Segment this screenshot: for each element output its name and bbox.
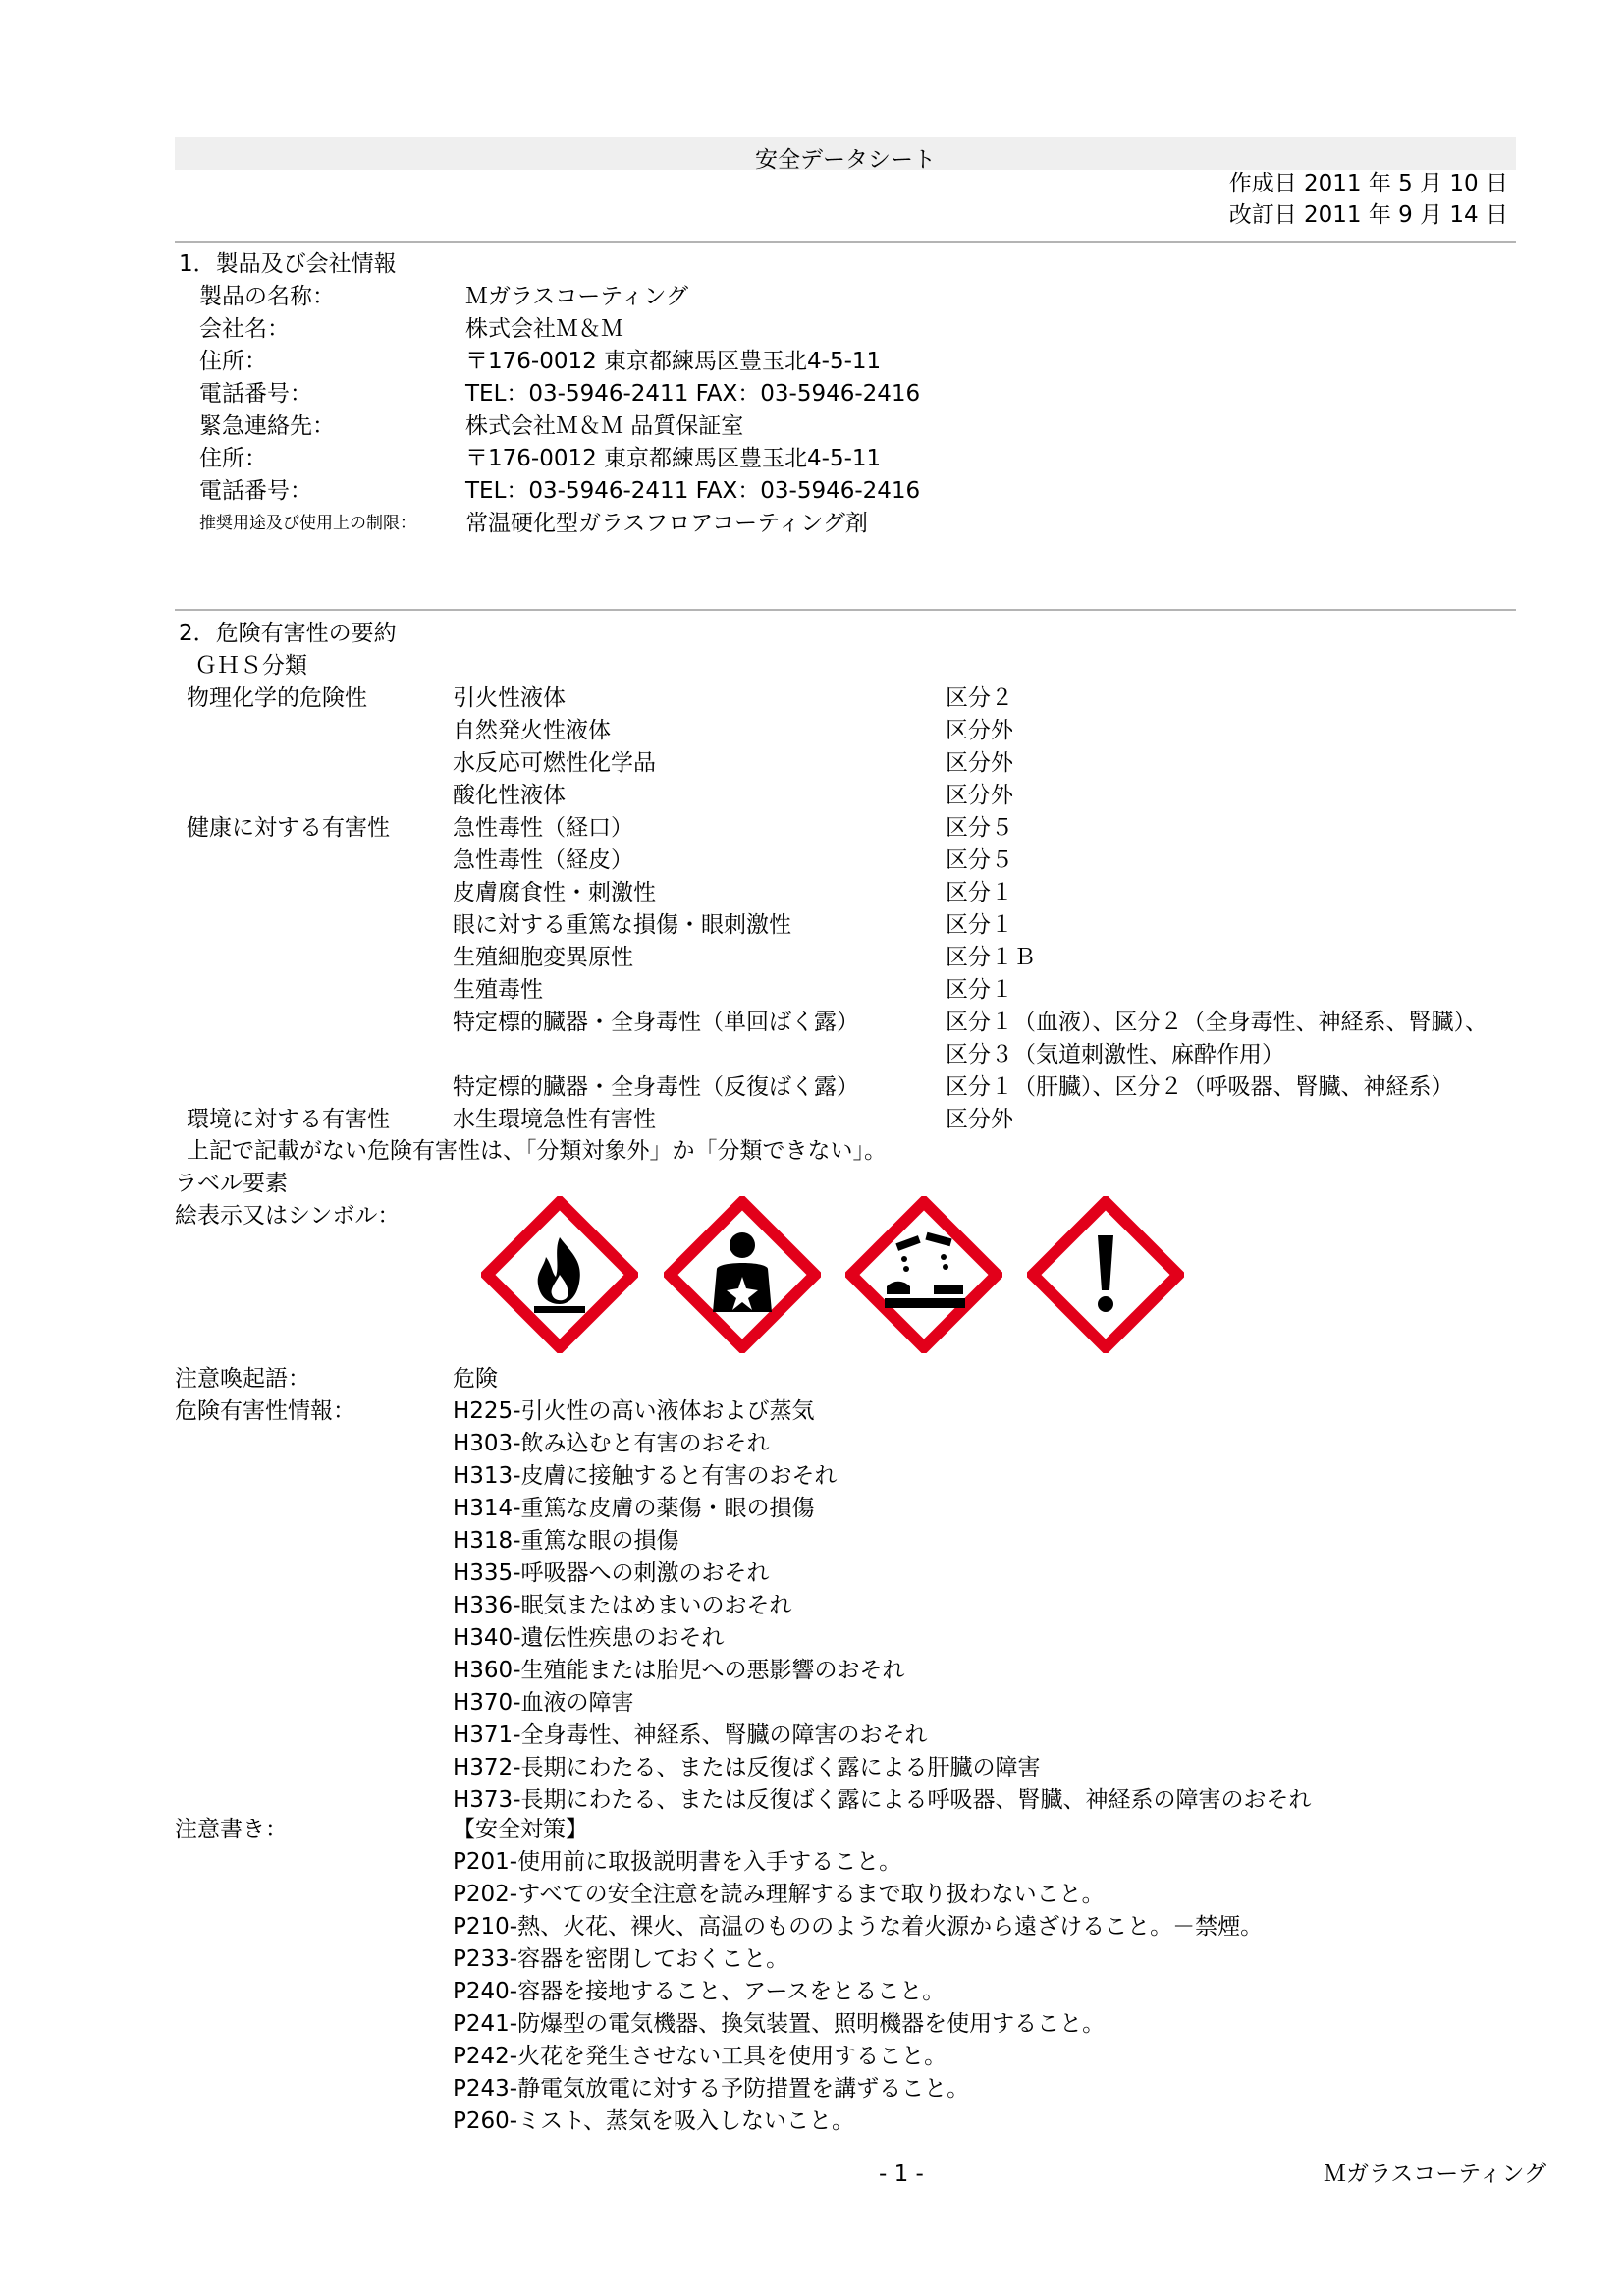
precautionary-statement: P201-使用前に取扱説明書を入手すること。 — [453, 1849, 902, 1875]
company-info-label: 電話番号： — [199, 381, 312, 407]
ghs-classification-heading: ＧＨＳ分類 — [194, 653, 307, 679]
hazard-statement: H336-眠気またはめまいのおそれ — [453, 1593, 792, 1618]
hazard-type: 水生環境急性有害性 — [453, 1107, 656, 1132]
company-info-value: TEL：03-5946-2411 FAX：03-5946-2416 — [465, 381, 921, 407]
company-info-value: Ｍガラスコーティング — [465, 284, 689, 309]
hazard-class: 区分１（肝臓）、区分２（呼吸器、腎臓、神経系） — [946, 1074, 1454, 1100]
hazard-class: 区分外 — [946, 718, 1013, 743]
hazard-type: 特定標的臓器・全身毒性（反復ばく露） — [453, 1074, 859, 1100]
company-info-label: 電話番号： — [199, 478, 312, 504]
footer-product-name: Ｍガラスコーティング — [1324, 2161, 1547, 2187]
company-info-value: 〒176-0012 東京都練馬区豊玉北4-5-11 — [465, 349, 882, 374]
exclamation-icon — [1027, 1196, 1184, 1353]
precautions-label: 注意書き： — [175, 1817, 288, 1842]
company-info-value: 株式会社Ｍ＆Ｍ — [465, 316, 623, 342]
company-info-label: 推奨用途及び使用上の制限： — [199, 514, 416, 533]
section2-heading: 2．危険有害性の要約 — [179, 621, 397, 646]
precautionary-statement: P202-すべての安全注意を読み理解するまで取り扱わないこと。 — [453, 1882, 1105, 1907]
pictogram-label: 絵表示又はシンボル： — [175, 1203, 401, 1229]
company-info-label: 緊急連絡先： — [199, 413, 335, 439]
hazard-type: 皮膚腐食性・刺激性 — [453, 880, 656, 905]
company-info-label: 住所： — [199, 349, 267, 374]
precautionary-statement: P210-熱、火花、裸火、高温のもののような着火源から遠ざけること。－禁煙。 — [453, 1914, 1264, 1940]
company-info-value: 株式会社Ｍ＆Ｍ 品質保証室 — [465, 413, 744, 439]
hazard-type: 急性毒性（経皮） — [453, 847, 633, 873]
corrosion-icon — [845, 1196, 1002, 1353]
company-info-label: 住所： — [199, 446, 267, 471]
precautionary-statement: P260-ミスト、蒸気を吸入しないこと。 — [453, 2108, 854, 2134]
precautionary-statement: P233-容器を密閉しておくこと。 — [453, 1946, 789, 1972]
health-hazard-icon — [664, 1196, 821, 1353]
hazard-statement: H373-長期にわたる、または反復ばく露による呼吸器、腎臓、神経系の障害のおそれ — [453, 1787, 1312, 1813]
hazard-statement: H314-重篤な皮膚の薬傷・眼の損傷 — [453, 1496, 815, 1521]
divider — [175, 241, 1516, 243]
section1-heading: 1．製品及び会社情報 — [179, 251, 397, 277]
hazard-statement: H335-呼吸器への刺激のおそれ — [453, 1560, 770, 1586]
hazard-statement: H225-引火性の高い液体および蒸気 — [453, 1398, 815, 1424]
precautionary-statement: P241-防爆型の電気機器、換気装置、照明機器を使用すること。 — [453, 2011, 1106, 2037]
company-info-value: 〒176-0012 東京都練馬区豊玉北4-5-11 — [465, 446, 882, 471]
hazard-type: 生殖毒性 — [453, 977, 543, 1003]
precautionary-statement: P240-容器を接地すること、アースをとること。 — [453, 1979, 946, 2004]
hazard-category: 物理化学的危険性 — [187, 685, 367, 711]
hazard-type: 引火性液体 — [453, 685, 566, 711]
hazard-statement: H370-血液の障害 — [453, 1690, 634, 1716]
page-number: - 1 - — [879, 2161, 924, 2187]
hazard-statement: H340-遺伝性疾患のおそれ — [453, 1625, 725, 1651]
label-elements-heading: ラベル要素 — [175, 1171, 288, 1196]
signal-word: 危険 — [453, 1366, 498, 1392]
signal-word-label: 注意喚起語： — [175, 1366, 310, 1392]
company-info-value: TEL：03-5946-2411 FAX：03-5946-2416 — [465, 478, 921, 504]
hazard-statement: H371-全身毒性、神経系、腎臓の障害のおそれ — [453, 1722, 928, 1748]
company-info-label: 会社名： — [199, 316, 290, 342]
hazard-statement: H313-皮膚に接触すると有害のおそれ — [453, 1463, 838, 1489]
title-bar — [175, 137, 1516, 173]
precautionary-statement: P243-静電気放電に対する予防措置を講ずること。 — [453, 2076, 970, 2102]
hazard-category: 環境に対する有害性 — [187, 1107, 390, 1132]
hazard-class: 区分１ — [946, 977, 1013, 1003]
hazard-type: 特定標的臓器・全身毒性（単回ばく露） — [453, 1010, 859, 1035]
hazard-statement: H372-長期にわたる、または反復ばく露による肝臓の障害 — [453, 1755, 1041, 1780]
hazard-type: 急性毒性（経口） — [453, 815, 633, 841]
hazard-class: 区分５ — [946, 815, 1013, 841]
hazard-class: 区分２ — [946, 685, 1013, 711]
hazard-class: 区分５ — [946, 847, 1013, 873]
hazard-class: 区分外 — [946, 1107, 1013, 1132]
hazard-type: 水反応可燃性化学品 — [453, 750, 656, 776]
precautionary-statement: P242-火花を発生させない工具を使用すること。 — [453, 2044, 947, 2069]
revised-date: 改訂日 2011 年 9 月 14 日 — [1228, 202, 1508, 228]
hazard-type: 眼に対する重篤な損傷・眼刺激性 — [453, 912, 791, 938]
hazard-class: 区分１Ｂ — [946, 945, 1036, 970]
hazard-statement: H360-生殖能または胎児への悪影響のおそれ — [453, 1658, 905, 1683]
flame-icon — [481, 1196, 638, 1353]
hazard-statement: H303-飲み込むと有害のおそれ — [453, 1431, 770, 1456]
hazard-type: 自然発火性液体 — [453, 718, 611, 743]
hazard-statement: H318-重篤な眼の損傷 — [453, 1528, 679, 1554]
hazard-class: 区分１ — [946, 880, 1013, 905]
hazard-statements-label: 危険有害性情報： — [175, 1398, 355, 1424]
hazard-category: 健康に対する有害性 — [187, 815, 390, 841]
divider — [175, 609, 1516, 611]
company-info-value: 常温硬化型ガラスフロアコーティング剤 — [465, 511, 868, 536]
hazard-class: 区分外 — [946, 783, 1013, 808]
hazard-class: 区分１（血液）、区分２（全身毒性、神経系、腎臓）、 — [946, 1010, 1488, 1035]
hazard-class: 区分１ — [946, 912, 1013, 938]
classification-note: 上記で記載がない危険有害性は、「分類対象外」か「分類できない」。 — [187, 1138, 887, 1164]
hazard-type: 酸化性液体 — [453, 783, 566, 808]
company-info-label: 製品の名称： — [199, 284, 335, 309]
precautions-heading: 【安全対策】 — [453, 1817, 588, 1842]
hazard-class: 区分３（気道刺激性、麻酔作用） — [946, 1042, 1284, 1067]
created-date: 作成日 2011 年 5 月 10 日 — [1228, 171, 1508, 196]
hazard-class: 区分外 — [946, 750, 1013, 776]
document-title: 安全データシート — [755, 147, 936, 173]
hazard-type: 生殖細胞変異原性 — [453, 945, 633, 970]
